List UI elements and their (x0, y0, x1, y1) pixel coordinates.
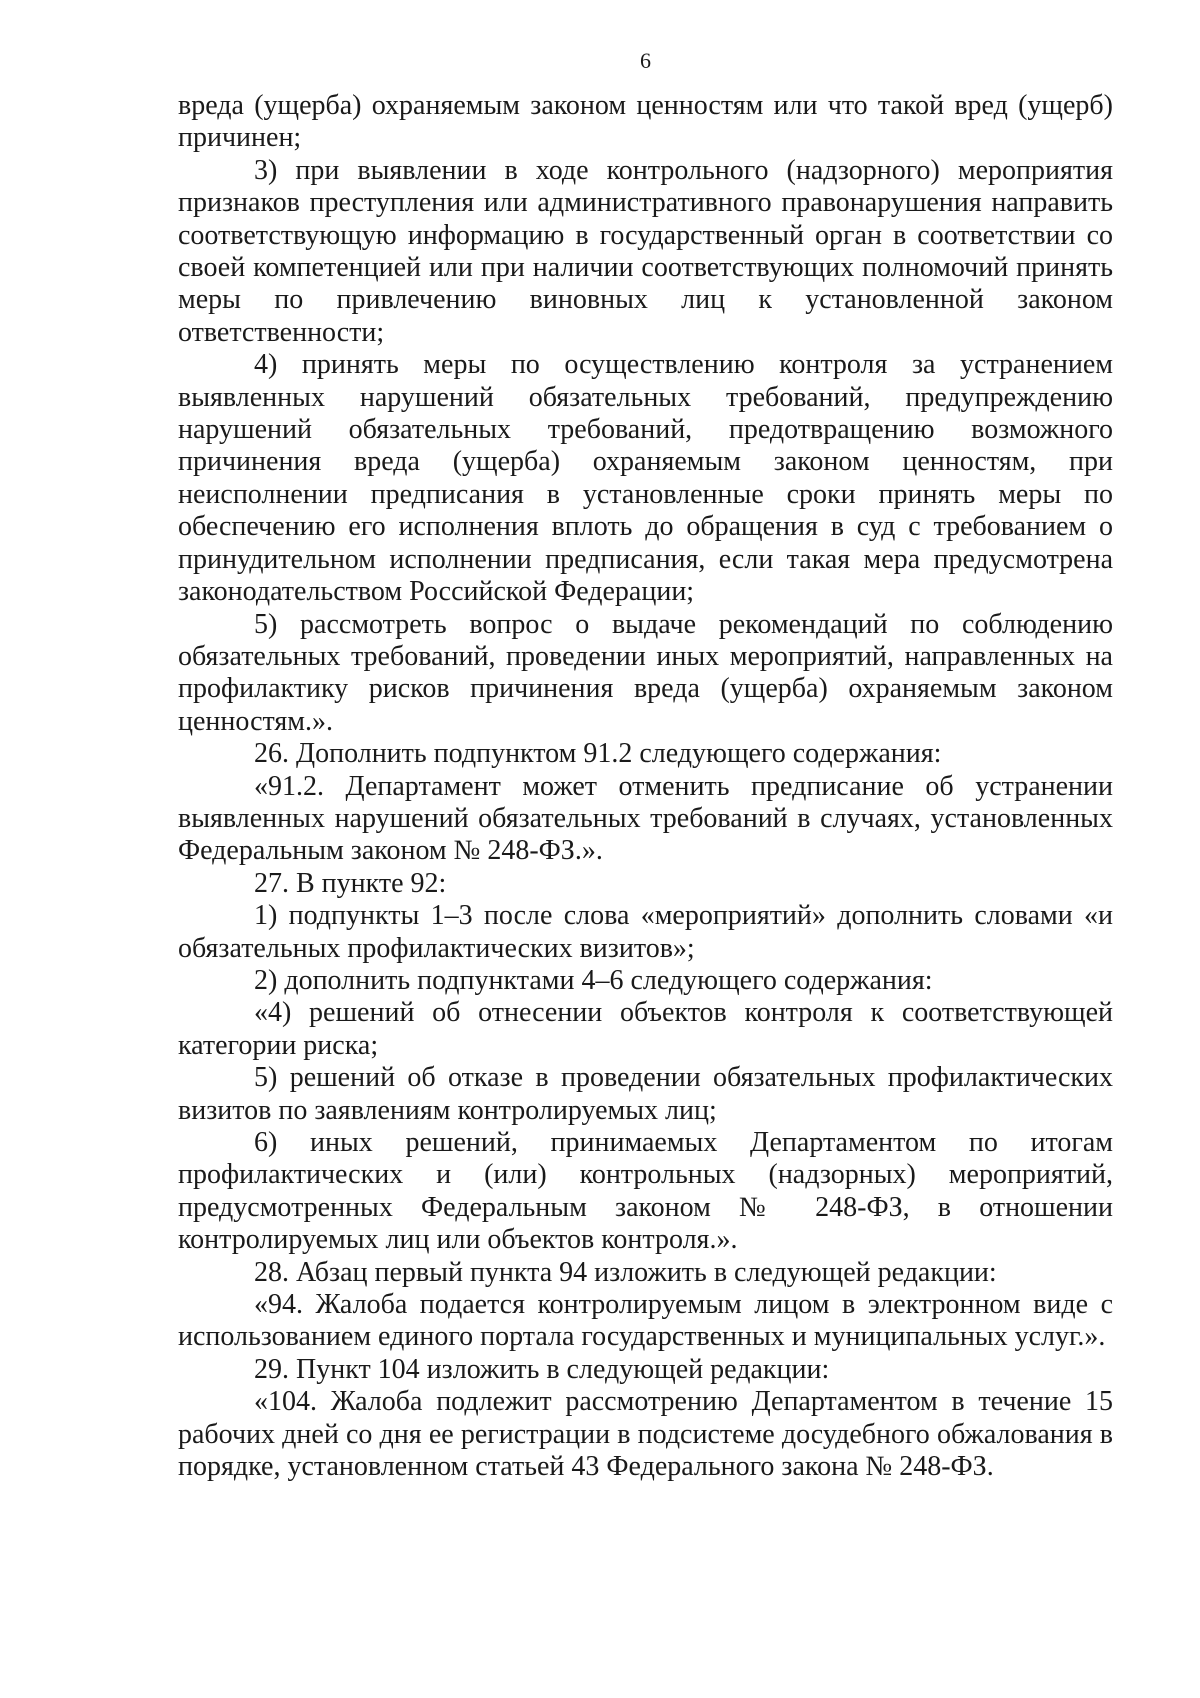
document-body (178, 90, 1113, 1483)
paragraph-27-item-2: 2) дополнить подпунктами 4–6 следующего содержания: (254, 964, 933, 996)
paragraph-92-item-5: 5) решений об отказе в проведении обязательных профилактических визитов по заявлениям контролируемых лиц; (178, 1062, 1113, 1126)
page-number: 6 (640, 48, 651, 73)
paragraph-item-4: 4) принять меры по осуществлению контроля за устранением выявленных нарушений обязательных требований, предупреждению нарушений обязательных требований, предотвращению возможного причинения вреда (ущерба) охраняемым законом ценностям, при неисполнении предписания в установленные сроки принять меры по обеспечению его исполнения вплоть до обращения в суд с требованием о принудительном исполнении предписания, если такая мера предусмотрена законодательством Российской Федерации; (178, 349, 1113, 608)
paragraph-item-5: 5) рассмотреть вопрос о выдаче рекомендаций по соблюдению обязательных требований, проведении иных мероприятий, направленных на профилактику рисков причинения вреда (ущерба) охраняемым законом ценностям.». (178, 608, 1113, 737)
paragraph-item-3: 3) при выявлении в ходе контрольного (надзорного) мероприятия признаков преступления или административного правонарушения направить соответствующую информацию в государственный орган в соответствии со своей компетенцией или при наличии соответствующих полномочий принять меры по привлечению виновных лиц к установленной законом ответственности; (178, 154, 1113, 348)
paragraph-92-item-4: «4) решений об отнесении объектов контроля к соответствующей категории риска; (178, 997, 1113, 1061)
paragraph-26: 26. Дополнить подпунктом 91.2 следующего содержания: (254, 738, 942, 770)
document-page (178, 50, 1113, 1483)
paragraph-94: «94. Жалоба подается контролируемым лицом в электронном виде с использованием единого портала государственных и муниципальных услуг.». (178, 1289, 1113, 1353)
paragraph-27-item-1: 1) подпункты 1–3 после слова «мероприятий» дополнить словами «и обязательных профилактических визитов»; (178, 900, 1113, 964)
paragraph-28: 28. Абзац первый пункта 94 изложить в следующей редакции: (254, 1256, 997, 1288)
paragraph-104: «104. Жалоба подлежит рассмотрению Департаментом в течение 15 рабочих дней со дня ее регистрации в подсистеме досудебного обжалования в порядке, установленном статьей 43 Федерального закона № 248-ФЗ. (178, 1386, 1113, 1483)
paragraph-27: 27. В пункте 92: (254, 867, 447, 899)
paragraph-92-item-6: 6) иных решений, принимаемых Департаментом по итогам профилактических и (или) контрольных (надзорных) мероприятий, предусмотренных Федеральным законом № 248-ФЗ, в отношении контролируемых лиц или объектов контроля.». (178, 1127, 1113, 1256)
paragraph-continuation: вреда (ущерба) охраняемым законом ценностям или что такой вред (ущерб) причинен; (178, 90, 1113, 154)
paragraph-29: 29. Пункт 104 изложить в следующей редакции: (254, 1353, 830, 1385)
paragraph-91-2: «91.2. Департамент может отменить предписание об устранении выявленных нарушений обязательных требований в случаях, установленных Федеральным законом № 248-ФЗ.». (178, 770, 1113, 867)
